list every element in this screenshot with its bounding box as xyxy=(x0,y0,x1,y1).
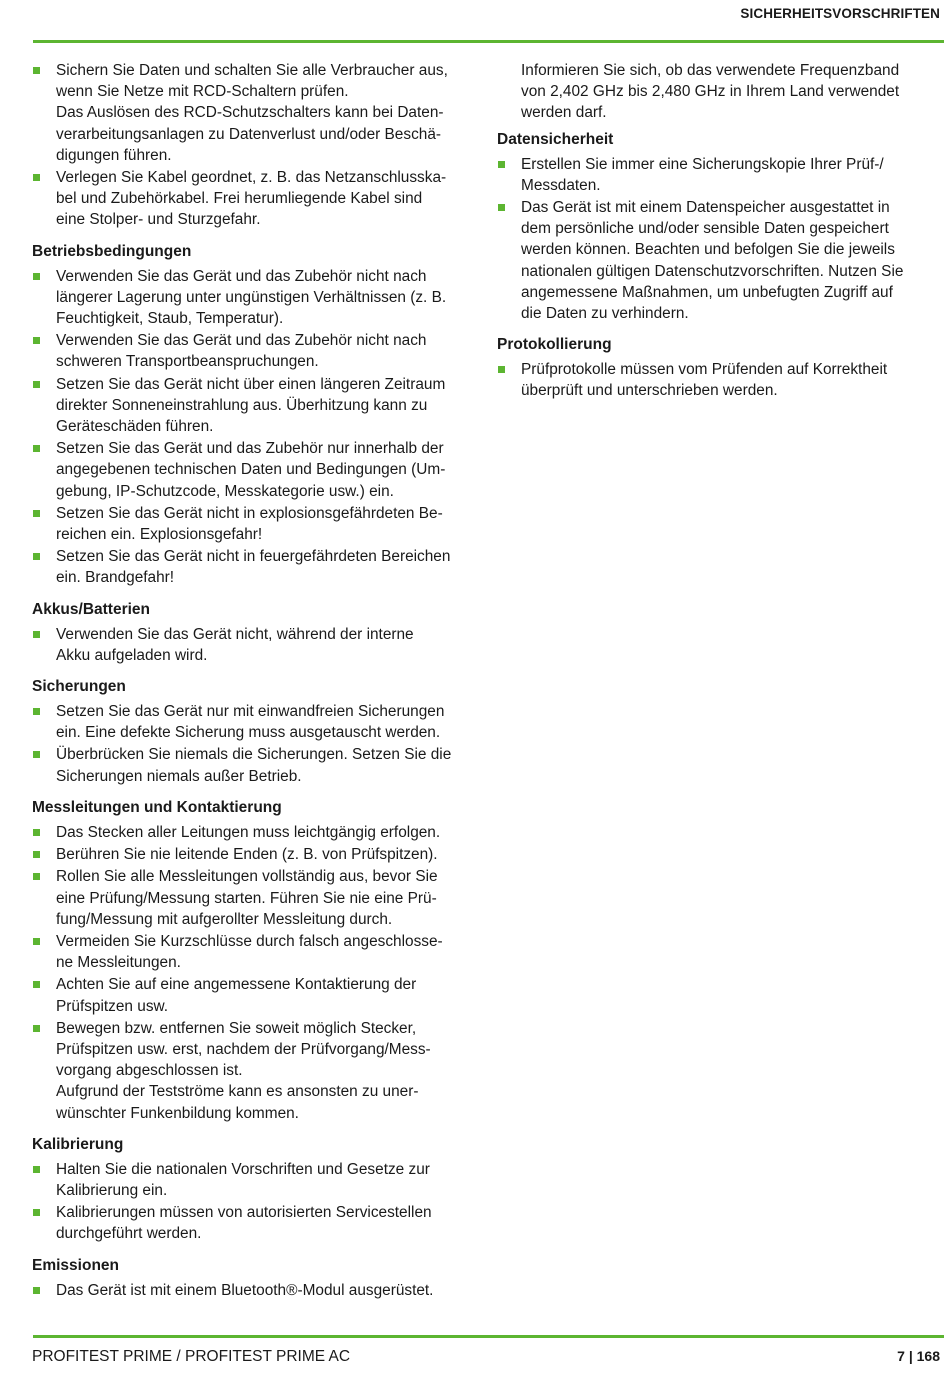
section-list xyxy=(32,266,478,589)
section-list xyxy=(32,1159,478,1245)
section-list xyxy=(32,701,478,787)
square-bullet-icon xyxy=(33,708,40,715)
list-item: Verwenden Sie das Gerät und das Zubehör nicht nach längerer Lagerung unter ungünstigen Verhältnissen (z. B. Feuchtigkeit, Staub, Temperatur). xyxy=(32,266,478,330)
section-list xyxy=(497,359,942,401)
section-kalibrierung xyxy=(32,1134,478,1245)
square-bullet-icon xyxy=(33,851,40,858)
section-emissionen xyxy=(32,1255,478,1301)
section-heading: Messleitungen und Kontaktierung xyxy=(32,798,282,816)
square-bullet-icon xyxy=(33,751,40,758)
square-bullet-icon xyxy=(33,1287,40,1294)
section-datensicherheit xyxy=(497,129,942,325)
list-item: Berühren Sie nie leitende Enden (z. B. von Prüfspitzen). xyxy=(32,844,478,865)
section-list xyxy=(32,624,478,666)
square-bullet-icon xyxy=(33,445,40,452)
list-item: Verwenden Sie das Gerät und das Zubehör nicht nach schweren Transportbeanspruchungen. xyxy=(32,330,478,372)
section-list xyxy=(32,1280,478,1301)
square-bullet-icon xyxy=(33,67,40,74)
square-bullet-icon xyxy=(498,366,505,373)
section-heading: Emissionen xyxy=(32,1256,119,1274)
square-bullet-icon xyxy=(498,204,505,211)
square-bullet-icon xyxy=(33,981,40,988)
right-column xyxy=(497,60,942,412)
section-heading: Sicherungen xyxy=(32,678,126,696)
list-item: Rollen Sie alle Messleitungen vollständig aus, bevor Sie eine Prüfung/Messung starten. Führen Sie nie eine Prü- fung/Messung mit aufgerollter Messleitung durch. xyxy=(32,866,478,930)
square-bullet-icon xyxy=(498,161,505,168)
section-sicherungen xyxy=(32,676,478,787)
list-item: Setzen Sie das Gerät nicht über einen längeren Zeitraum direkter Sonneneinstrahlung aus. Überhitzung kann zu Geräteschäden führen. xyxy=(32,374,478,438)
section-list xyxy=(497,154,942,325)
list-item: Überbrücken Sie niemals die Sicherungen. Setzen Sie die Sicherungen niemals außer Betrieb. xyxy=(32,744,478,786)
list-item: Vermeiden Sie Kurzschlüsse durch falsch angeschlosse- ne Messleitungen. xyxy=(32,931,478,973)
list-item: Prüfprotokolle müssen vom Prüfenden auf Korrektheit überprüft und unterschrieben werden. xyxy=(497,359,942,401)
section-list xyxy=(32,822,478,1124)
list-item: Bewegen bzw. entfernen Sie soweit möglich Stecker, Prüfspitzen usw. erst, nachdem der Prüfvorgang/Mess- vorgang abgeschlossen ist. Aufgrund der Testströme kann es ansonsten zu uner- wünschter Funkenbildung kommen. xyxy=(32,1018,478,1124)
section-protokollierung xyxy=(497,334,942,401)
square-bullet-icon xyxy=(33,174,40,181)
list-item: Das Gerät ist mit einem Datenspeicher ausgestattet in dem persönliche und/oder sensible Daten gespeichert werden können. Beachten und befolgen Sie die jeweils nationalen gültigen Datenschutzvorschriften. Nutzen Sie angemessene Maßnahmen, um unbefugten Zugriff auf die Daten zu verhindern. xyxy=(497,197,942,324)
list-item: Das Gerät ist mit einem Bluetooth®-Modul ausgerüstet. xyxy=(32,1280,478,1301)
intro-list xyxy=(32,60,478,231)
square-bullet-icon xyxy=(33,337,40,344)
square-bullet-icon xyxy=(33,1209,40,1216)
section-heading: Betriebsbedingungen xyxy=(32,242,192,260)
footer-product-name: PROFITEST PRIME / PROFITEST PRIME AC xyxy=(32,1348,351,1365)
list-item: Erstellen Sie immer eine Sicherungskopie Ihrer Prüf-/ Messdaten. xyxy=(497,154,942,196)
footer-rule xyxy=(33,1335,944,1338)
running-header: SICHERHEITSVORSCHRIFTEN xyxy=(740,6,940,21)
intro-paragraph: Informieren Sie sich, ob das verwendete Frequenzband von 2,402 GHz bis 2,480 GHz in Ihrem Land verwendet werden darf. xyxy=(521,62,900,122)
square-bullet-icon xyxy=(33,553,40,560)
list-item: Achten Sie auf eine angemessene Kontaktierung der Prüfspitzen usw. xyxy=(32,974,478,1016)
list-item: Setzen Sie das Gerät und das Zubehör nur innerhalb der angegebenen technischen Daten und Bedingungen (Um- gebung, IP-Schutzcode, Messkategorie usw.) ein. xyxy=(32,438,478,502)
square-bullet-icon xyxy=(33,510,40,517)
list-item: Setzen Sie das Gerät nicht in feuergefährdeten Bereichen ein. Brandgefahr! xyxy=(32,546,478,588)
intro-section xyxy=(32,60,478,231)
list-item: Das Stecken aller Leitungen muss leichtgängig erfolgen. xyxy=(32,822,478,843)
list-item: Setzen Sie das Gerät nur mit einwandfreien Sicherungen ein. Eine defekte Sicherung muss ausgetauscht werden. xyxy=(32,701,478,743)
list-item: Verlegen Sie Kabel geordnet, z. B. das Netzanschlusska- bel und Zubehörkabel. Frei herumliegende Kabel sind eine Stolper- und Sturzgefahr. xyxy=(32,167,478,231)
section-heading: Protokollierung xyxy=(497,336,612,354)
list-item: Kalibrierungen müssen von autorisierten Servicestellen durchgeführt werden. xyxy=(32,1202,478,1244)
header-rule xyxy=(33,40,944,43)
square-bullet-icon xyxy=(33,273,40,280)
list-item: Verwenden Sie das Gerät nicht, während der interne Akku aufgeladen wird. xyxy=(32,624,478,666)
square-bullet-icon xyxy=(33,829,40,836)
section-messleitungen xyxy=(32,797,478,1124)
section-heading: Datensicherheit xyxy=(497,130,614,148)
page-number: 7 | 168 xyxy=(897,1348,940,1364)
square-bullet-icon xyxy=(33,381,40,388)
square-bullet-icon xyxy=(33,631,40,638)
list-item: Halten Sie die nationalen Vorschriften und Gesetze zur Kalibrierung ein. xyxy=(32,1159,478,1201)
section-heading: Akkus/Batterien xyxy=(32,600,151,618)
section-betriebsbedingungen xyxy=(32,241,478,589)
square-bullet-icon xyxy=(33,1166,40,1173)
square-bullet-icon xyxy=(33,938,40,945)
left-column xyxy=(32,60,478,1311)
section-heading: Kalibrierung xyxy=(32,1135,124,1153)
square-bullet-icon xyxy=(33,873,40,880)
list-item: Setzen Sie das Gerät nicht in explosionsgefährdeten Be- reichen ein. Explosionsgefahr! xyxy=(32,503,478,545)
list-item: Sichern Sie Daten und schalten Sie alle Verbraucher aus, wenn Sie Netze mit RCD-Schaltern prüfen. Das Auslösen des RCD-Schutzschalters kann bei Daten- verarbeitungsanlagen zu Datenverlust und/oder Beschä- digungen führen. xyxy=(32,60,478,166)
square-bullet-icon xyxy=(33,1025,40,1032)
section-akkus-batterien xyxy=(32,599,478,666)
